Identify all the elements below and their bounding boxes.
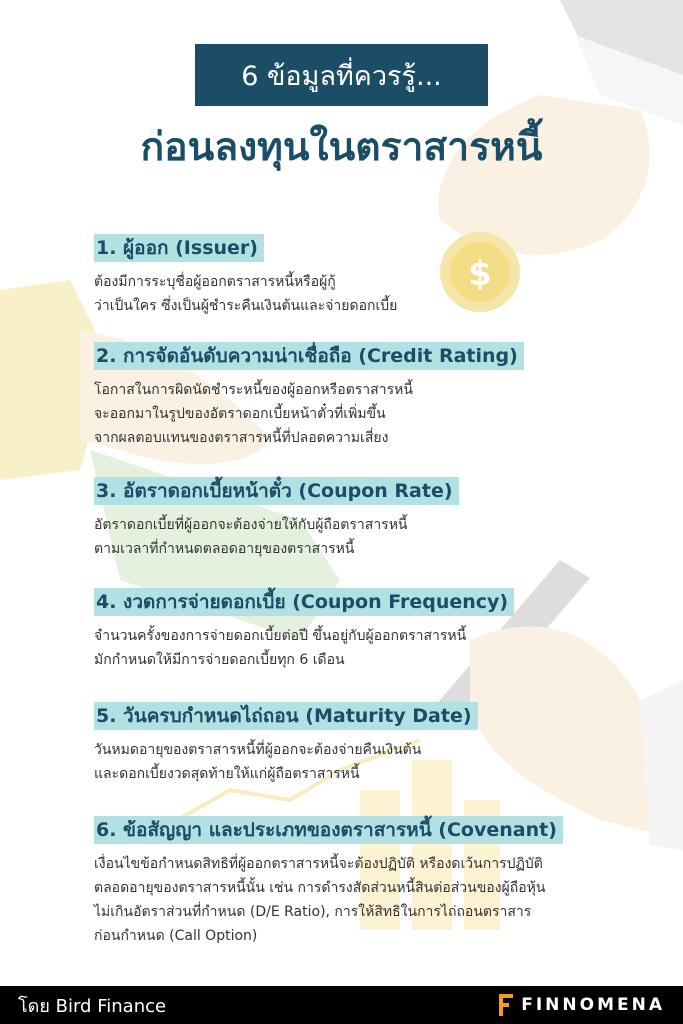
finnomena-logo-icon: [499, 994, 513, 1016]
item-coupon-frequency: [94, 588, 654, 672]
item-coupon-rate: [94, 477, 654, 561]
item-description: [94, 852, 654, 948]
description-line: จากผลตอบแทนของตราสารหนี้ที่ปลอดความเสี่ยง: [94, 430, 389, 446]
item-heading: 4. งวดการจ่ายดอกเบี้ย (Coupon Frequency): [94, 588, 514, 616]
description-line: ไม่เกินอัตราส่วนที่กำหนด (D/E Ratio), การให้สิทธิในการไถ่ถอนตราสาร: [94, 904, 532, 920]
description-line: ตลอดอายุของตราสารหนี้นั้น เช่น การดำรงสัดส่วนหนี้สินต่อส่วนของผู้ถือหุ้น: [94, 880, 546, 896]
description-line: โอกาสในการผิดนัดชำระหนี้ของผู้ออกหรือตราสารหนี้: [94, 382, 413, 398]
svg-text:$: $: [468, 254, 492, 294]
footer-bar: [0, 986, 683, 1024]
brand: [499, 994, 665, 1016]
item-issuer: [94, 234, 654, 318]
description-line: และดอกเบี้ยงวดสุดท้ายให้แก่ผู้ถือตราสารหนี้: [94, 766, 360, 782]
description-line: จะออกมาในรูปของอัตราดอกเบี้ยหน้าตั๋วที่เพิ่มขึ้น: [94, 406, 386, 422]
author-credit: โดย Bird Finance: [18, 995, 167, 1017]
item-description: [94, 378, 654, 450]
headline: ก่อนลงทุนในตราสารหนี้: [140, 125, 543, 170]
item-heading: 5. วันครบกำหนดไถ่ถอน (Maturity Date): [94, 702, 478, 730]
description-line: ก่อนกำหนด (Call Option): [94, 928, 258, 944]
description-line: ว่าเป็นใคร ซึ่งเป็นผู้ชำระคืนเงินต้นและจ่ายดอกเบี้ย: [94, 298, 398, 314]
item-heading: 3. อัตราดอกเบี้ยหน้าตั๋ว (Coupon Rate): [94, 477, 459, 505]
item-description: [94, 270, 654, 318]
description-line: เงื่อนไขข้อกำหนดสิทธิที่ผู้ออกตราสารหนี้จะต้องปฏิบัติ หรืองดเว้นการปฏิบัติ: [94, 856, 543, 872]
title-text: 6 ข้อมูลที่ควรรู้...: [241, 60, 442, 92]
description-line: ตามเวลาที่กำหนดตลอดอายุของตราสารหนี้: [94, 541, 355, 557]
brand-name: FINNOMENA: [521, 995, 665, 1015]
item-description: [94, 624, 654, 672]
item-heading: 6. ข้อสัญญา และประเภทของตราสารหนี้ (Covenant): [94, 816, 563, 844]
title-banner: [195, 44, 488, 106]
description-line: อัตราดอกเบี้ยที่ผู้ออกจะต้องจ่ายให้กับผู้ถือตราสารหนี้: [94, 517, 408, 533]
item-covenant: [94, 816, 654, 948]
item-maturity-date: [94, 702, 654, 786]
description-line: วันหมดอายุของตราสารหนี้ที่ผู้ออกจะต้องจ่ายคืนเงินต้น: [94, 742, 422, 758]
description-line: ต้องมีการระบุชื่อผู้ออกตราสารหนี้หรือผู้กู้: [94, 274, 336, 290]
item-heading: 1. ผู้ออก (Issuer): [94, 234, 264, 262]
item-description: [94, 738, 654, 786]
description-line: มักกำหนดให้มีการจ่ายดอกเบี้ยทุก 6 เดือน: [94, 652, 345, 668]
item-description: [94, 513, 654, 561]
item-credit-rating: [94, 342, 654, 450]
item-heading: 2. การจัดอันดับความน่าเชื่อถือ (Credit Rating): [94, 342, 524, 370]
description-line: จำนวนครั้งของการจ่ายดอกเบี้ยต่อปี ขึ้นอยู่กับผู้ออกตราสารหนี้: [94, 628, 467, 644]
